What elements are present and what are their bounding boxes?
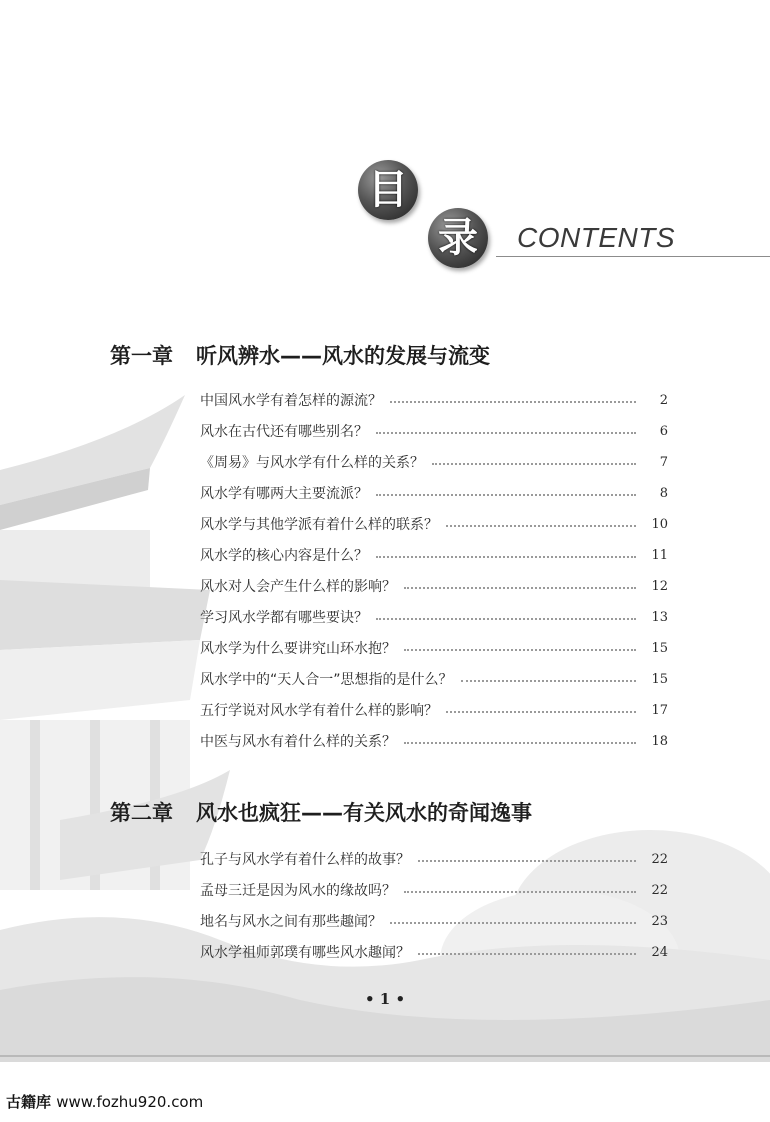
toc-entry-title: 孔子与风水学有着什么样的故事？ (200, 852, 410, 868)
toc-entry[interactable] (200, 574, 668, 598)
dot-leader (446, 711, 636, 713)
chapter-2-title: 风水也疯狂——有关风水的奇闻逸事 (196, 801, 532, 825)
toc-entry-title: 风水学的核心内容是什么？ (200, 548, 368, 564)
toc-entry-title: 《周易》与风水学有什么样的关系？ (200, 455, 424, 471)
toc-entry-page: 24 (651, 944, 668, 960)
toc-entry-page: 22 (651, 851, 668, 867)
toc-entry-title: 孟母三迁是因为风水的缘故吗？ (200, 883, 396, 899)
toc-entry-page: 13 (651, 609, 668, 625)
chapter-1-heading (110, 340, 490, 370)
toc-entry[interactable] (200, 667, 668, 691)
dot-leader (376, 618, 636, 620)
toc-entry[interactable] (200, 847, 668, 871)
contents-heading (0, 160, 770, 270)
toc-entry[interactable] (200, 878, 668, 902)
toc-entry-page: 15 (651, 640, 668, 656)
toc-entry-title: 风水学中的“天人合一”思想指的是什么？ (200, 672, 453, 688)
heading-char-1: 目 (368, 167, 408, 213)
dot-leader (404, 891, 636, 893)
chapter-2-heading (110, 797, 532, 827)
heading-rule (496, 256, 770, 257)
toc-entry-title: 风水在古代还有哪些别名？ (200, 424, 368, 440)
toc-entry[interactable] (200, 729, 668, 753)
dot-leader (376, 494, 636, 496)
toc-entry[interactable] (200, 636, 668, 660)
toc-entry-page: 2 (659, 392, 668, 408)
toc-entry-page: 10 (651, 516, 668, 532)
toc-entry-title: 五行学说对风水学有着什么样的影响？ (200, 703, 438, 719)
toc-entry[interactable] (200, 543, 668, 567)
page-number: • 1 • (364, 990, 406, 1008)
toc-entry-title: 风水对人会产生什么样的影响？ (200, 579, 396, 595)
chapter-1-number: 第一章 (110, 344, 173, 368)
toc-entry-title: 风水学与其他学派有着什么样的联系？ (200, 517, 438, 533)
toc-entry[interactable] (200, 605, 668, 629)
toc-entry-page: 7 (659, 454, 668, 470)
toc-entry[interactable] (200, 481, 668, 505)
toc-entry[interactable] (200, 450, 668, 474)
dot-leader (404, 649, 636, 651)
toc-entry[interactable] (200, 698, 668, 722)
toc-entry-page: 18 (651, 733, 668, 749)
toc-entry-page: 23 (651, 913, 668, 929)
page-bottom-border (0, 1055, 770, 1057)
toc-entry-title: 中国风水学有着怎样的源流？ (200, 393, 382, 409)
watermark (6, 1091, 203, 1112)
toc-entry-page: 12 (651, 578, 668, 594)
toc-entry-title: 风水学祖师郭璞有哪些风水趣闻？ (200, 945, 410, 961)
dot-leader (390, 922, 636, 924)
toc-entry-title: 地名与风水之间有那些趣闻？ (200, 914, 382, 930)
dot-leader (404, 742, 636, 744)
toc-entry[interactable] (200, 419, 668, 443)
dot-leader (432, 463, 636, 465)
toc-entry-page: 22 (651, 882, 668, 898)
dot-leader (376, 432, 636, 434)
toc-entry-page: 15 (651, 671, 668, 687)
chapter-2-number: 第二章 (110, 801, 173, 825)
dot-leader (418, 860, 636, 862)
toc-entry[interactable] (200, 940, 668, 964)
dot-leader (376, 556, 636, 558)
chapter-1-title: 听风辨水——风水的发展与流变 (196, 344, 490, 368)
toc-entry-title: 风水学为什么要讲究山环水抱？ (200, 641, 396, 657)
heading-disc-lu (428, 208, 488, 268)
toc-entry[interactable] (200, 909, 668, 933)
toc-entry-title: 中医与风水有着什么样的关系？ (200, 734, 396, 750)
watermark-site-name: 古籍库 (6, 1093, 52, 1111)
toc-entry-page: 6 (659, 423, 668, 439)
dot-leader (390, 401, 636, 403)
toc-entry-page: 11 (651, 547, 668, 563)
heading-english: CONTENTS (517, 222, 675, 253)
watermark-url[interactable]: www.fozhu920.com (56, 1093, 204, 1111)
toc-entry-page: 8 (659, 485, 668, 501)
toc-entry-title: 风水学有哪两大主要流派？ (200, 486, 368, 502)
heading-char-2: 录 (438, 215, 478, 261)
dot-leader (418, 953, 636, 955)
dot-leader (446, 525, 636, 527)
heading-disc-mu (358, 160, 418, 220)
toc-entry-title: 学习风水学都有哪些要诀？ (200, 610, 368, 626)
toc-entry-page: 17 (651, 702, 668, 718)
toc-entry[interactable] (200, 388, 668, 412)
dot-leader (461, 680, 636, 682)
toc-entry[interactable] (200, 512, 668, 536)
dot-leader (404, 587, 636, 589)
